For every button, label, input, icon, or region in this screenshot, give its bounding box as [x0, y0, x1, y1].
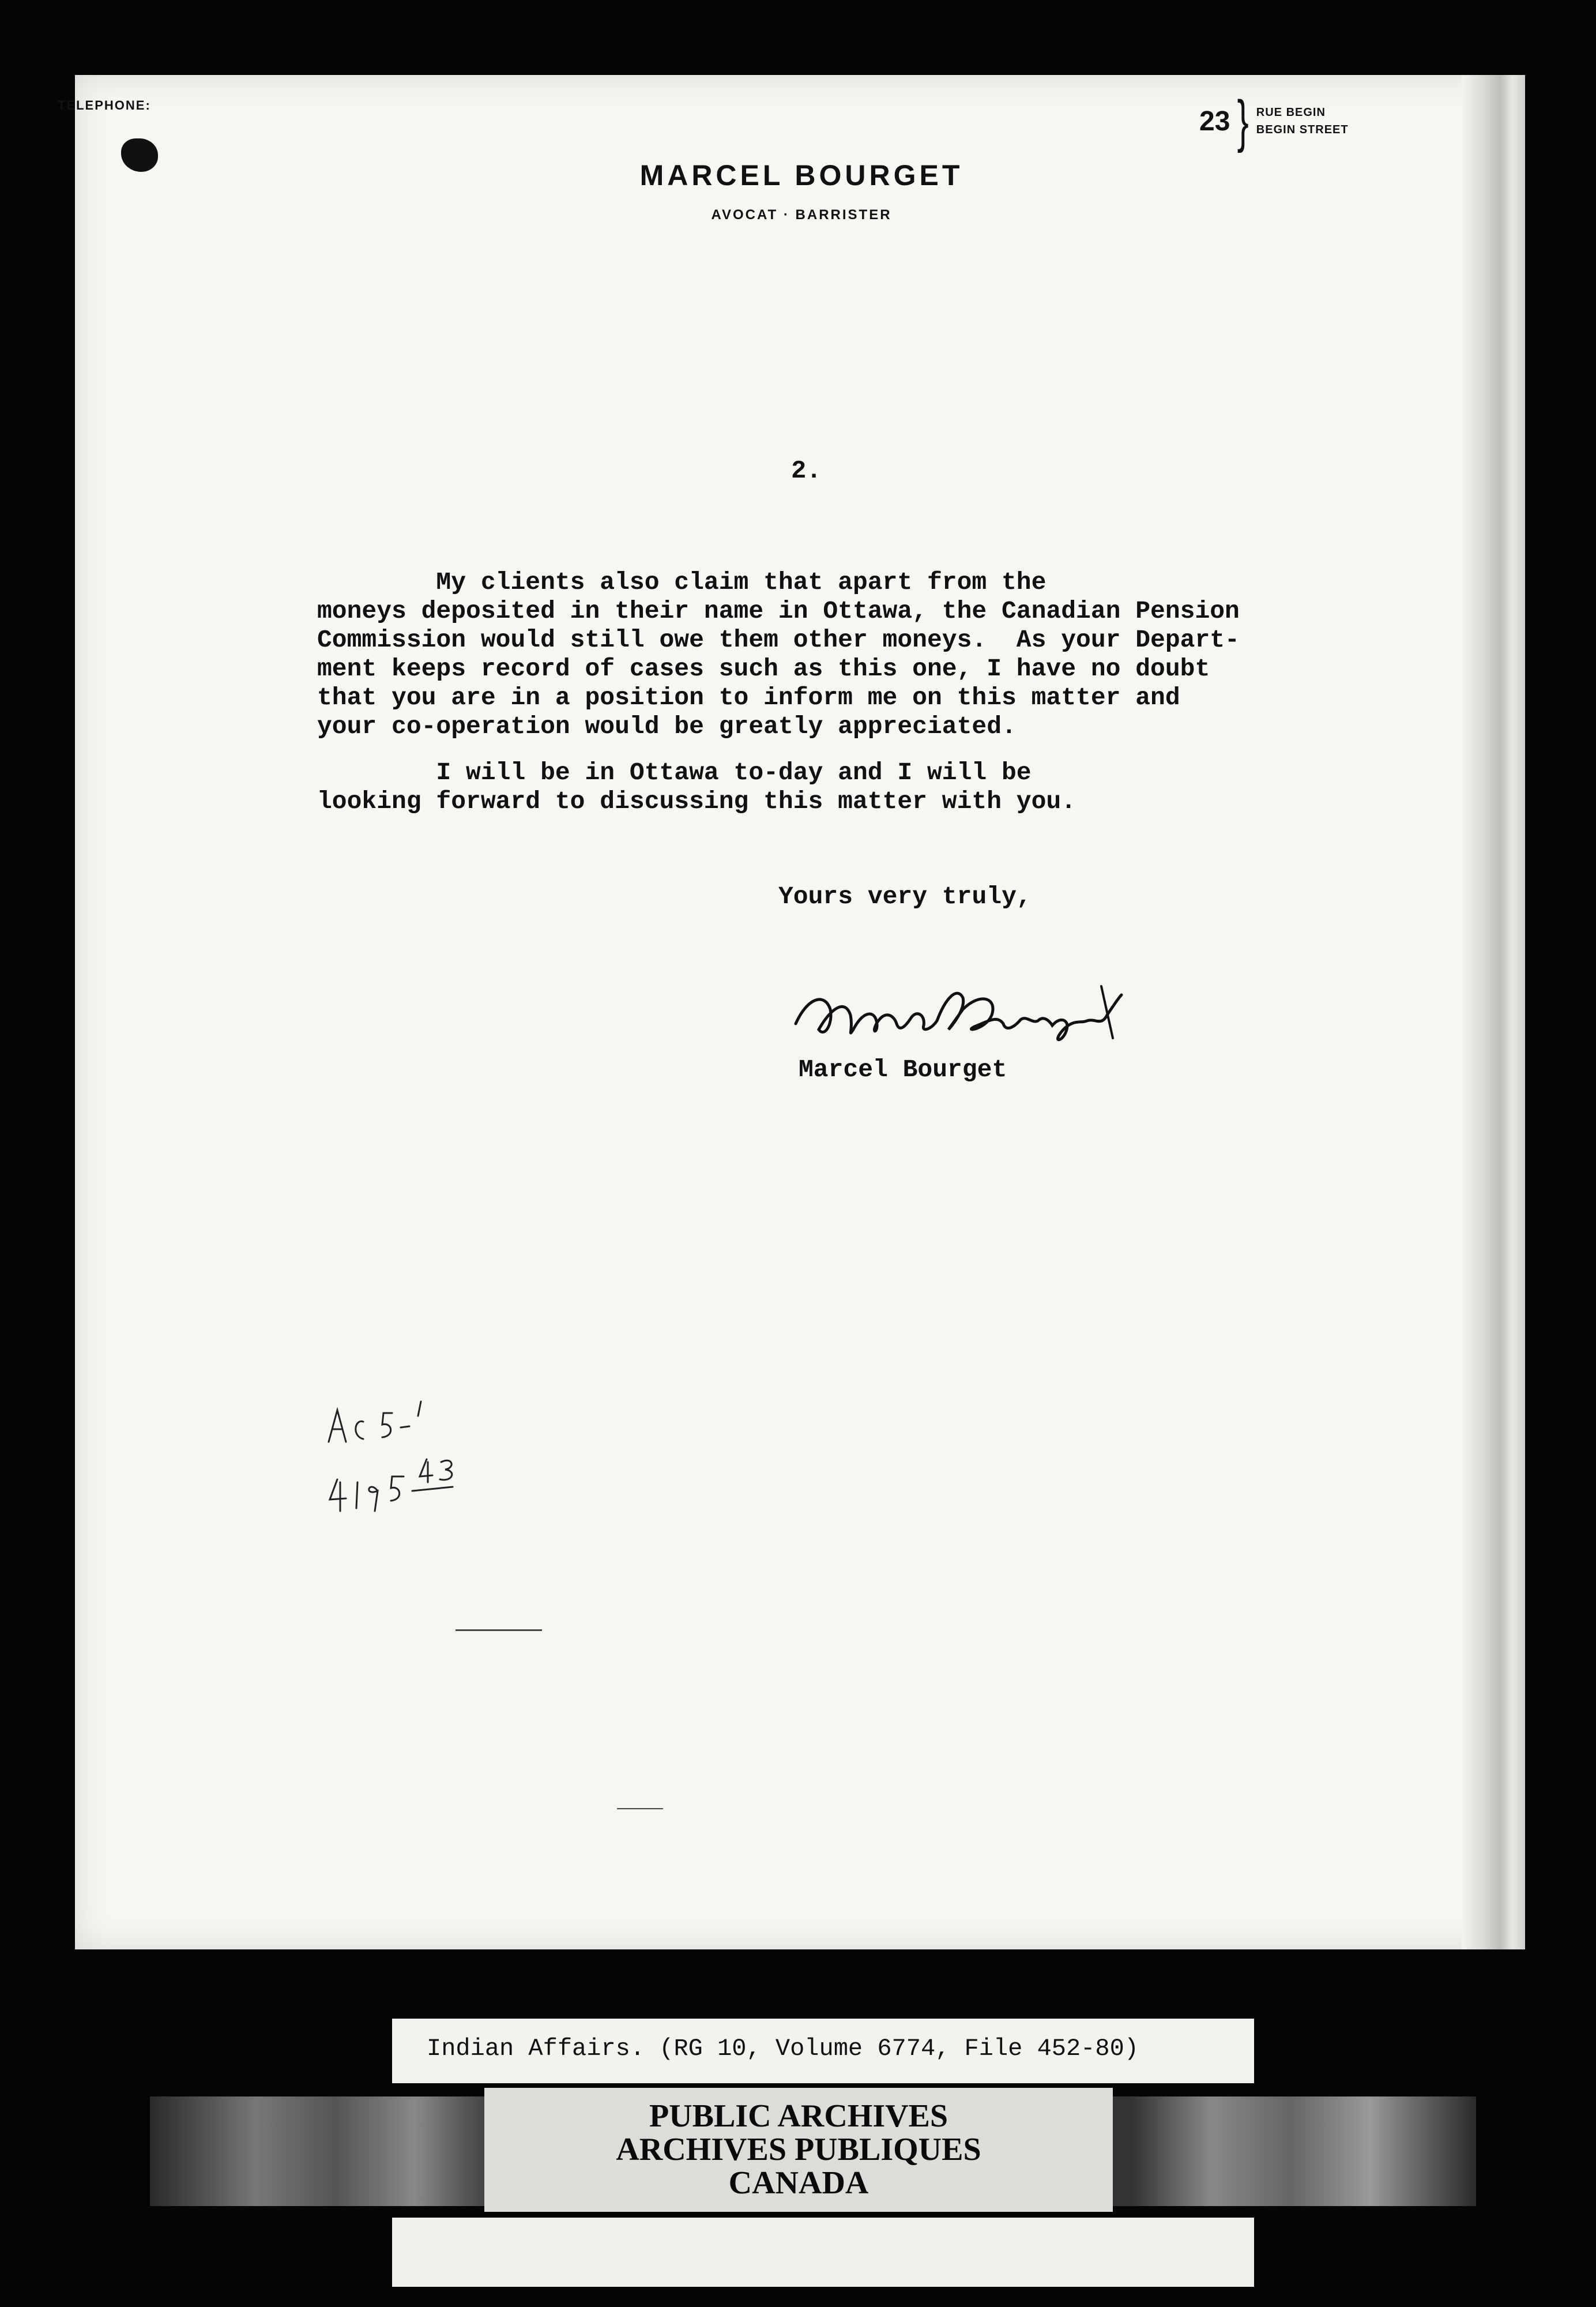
signature-stroke: [1101, 986, 1113, 1038]
body-line: ment keeps record of cases such as this one, I have no doubt: [317, 655, 1210, 683]
signer-name: Marcel Bourget: [799, 1055, 1007, 1084]
letterhead: [0, 159, 1596, 223]
body-line: moneys deposited in their name in Ottawa, the Canadian Pension: [317, 597, 1240, 625]
body-line: I will be in Ottawa to-day and I will be: [317, 758, 1032, 787]
stray-mark: [456, 1629, 542, 1631]
street-address: [1199, 89, 1349, 153]
archive-label: [392, 2019, 1254, 2083]
letterhead-name: MARCEL BOURGET: [639, 159, 963, 191]
page-curl-edge: [1462, 75, 1525, 1949]
handwritten-signature: [790, 975, 1194, 1061]
handwritten-note: [323, 1396, 473, 1523]
street-number: 23: [1199, 106, 1230, 137]
street-line-1: RUE BEGIN: [1256, 106, 1326, 119]
stamp-line-2: ARCHIVES PUBLIQUES: [616, 2132, 981, 2167]
archive-stamp: [484, 2088, 1113, 2212]
body-line: looking forward to discussing this matter with you.: [317, 787, 1076, 816]
brace-glyph: }: [1237, 89, 1249, 153]
telephone-label: TELEPHONE:: [58, 98, 151, 112]
street-line-2: BEGIN STREET: [1256, 123, 1349, 136]
body-line: My clients also claim that apart from the: [317, 568, 1047, 596]
blank-label-strip: [392, 2218, 1254, 2287]
signature-stroke: [796, 993, 1121, 1040]
body-line: your co-operation would be greatly appreciated.: [317, 712, 1017, 741]
body-line: Commission would still owe them other moneys. As your Depart-: [317, 626, 1240, 654]
stamp-line-3: CANADA: [728, 2165, 869, 2201]
stray-mark: [617, 1808, 663, 1809]
page-number: 2.: [791, 457, 822, 486]
closing-salutation: Yours very truly,: [778, 882, 1032, 911]
letter-body: [317, 568, 1413, 816]
letterhead-title: AVOCAT · BARRISTER: [711, 207, 892, 223]
body-line: that you are in a position to inform me on this matter and: [317, 683, 1180, 712]
stamp-line-1: PUBLIC ARCHIVES: [649, 2098, 948, 2134]
archive-label-text: Indian Affairs. (RG 10, Volume 6774, File 452-80): [427, 2035, 1139, 2062]
